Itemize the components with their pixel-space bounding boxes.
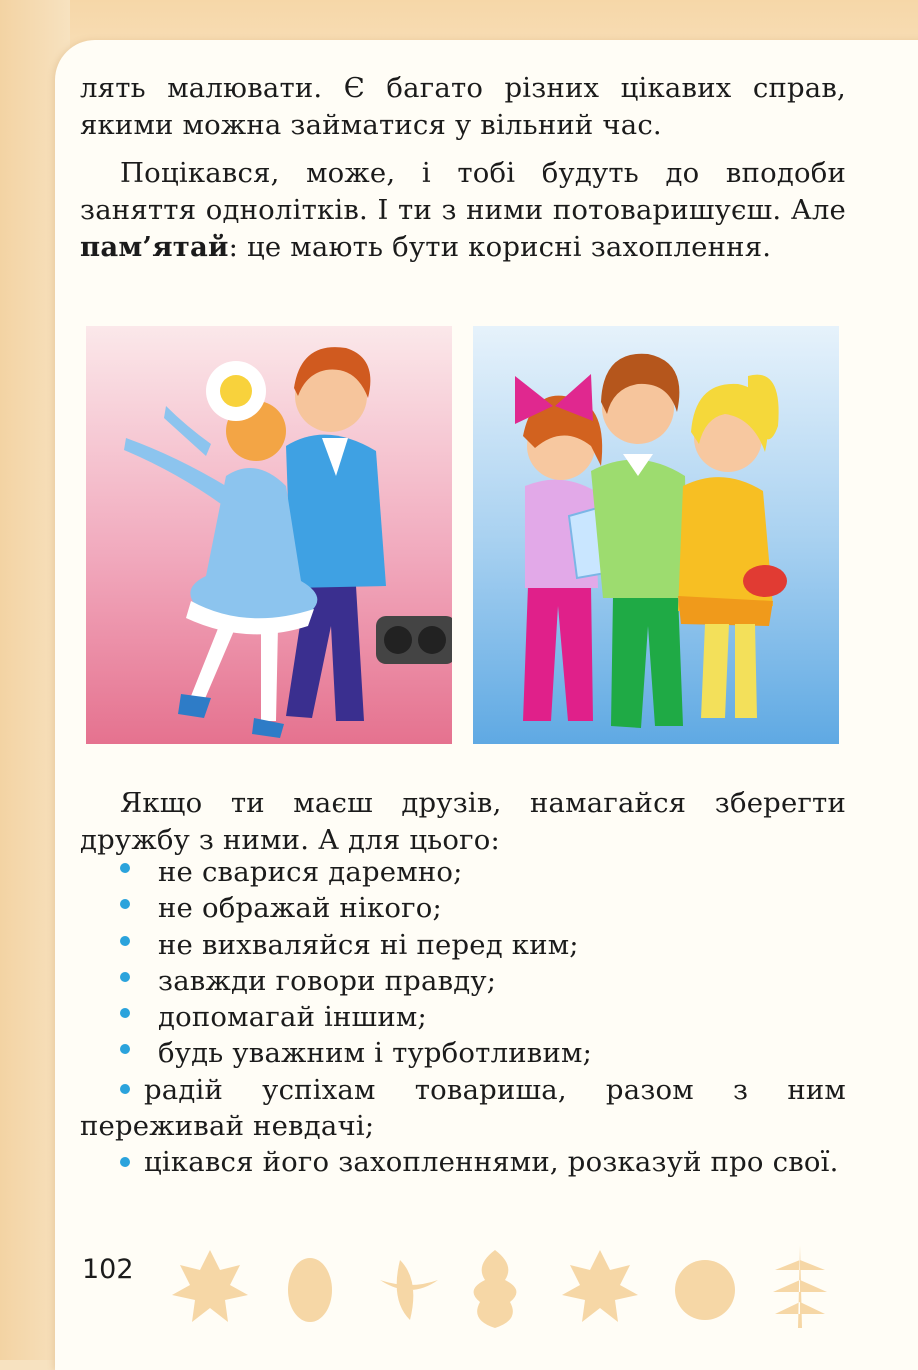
bullet-icon (120, 863, 130, 873)
list-item-text: цікався його захопленнями, розказуй про свої. (144, 1146, 839, 1179)
page-number: 102 (82, 1254, 134, 1285)
list-item (80, 1035, 846, 1071)
list-item (80, 963, 846, 999)
list-item-text: радій успіхам товариша, разом з ним переживай невдачі; (80, 1073, 846, 1143)
list-item-text: не вихваляйся ні перед ким; (158, 928, 579, 961)
bullet-icon (120, 899, 130, 909)
maple-leaf-icon (172, 1250, 248, 1322)
paragraph-2-bold: пам’ятай (80, 231, 229, 263)
linden-leaf-icon (675, 1260, 735, 1320)
dancing-couple-illustration (86, 326, 452, 744)
rowan-leaf-icon (773, 1245, 827, 1328)
list-item (80, 999, 846, 1035)
bullet-icon (120, 972, 130, 982)
leaf-decoration (170, 1240, 830, 1330)
paragraph-2-text-b: : це мають бути корисні захоплення. (228, 231, 772, 263)
list-item-text: завжди говори правду; (158, 964, 497, 997)
list-item (80, 927, 846, 963)
paragraph-1: лять малювати. Є багато різних цікавих справ, якими можна займатися у вільний час. (80, 72, 846, 141)
bullet-icon (120, 1084, 130, 1094)
oak-leaf-icon (474, 1250, 517, 1328)
paragraph-2-text-a: Поцікався, може, і тобі будуть до вподоби заняття однолітків. І ти з ними потоваришуєш. Але (80, 157, 846, 226)
list-item (80, 890, 846, 926)
list-item (80, 854, 846, 890)
chestnut-leaf-icon (380, 1260, 438, 1320)
paragraph-2 (80, 155, 846, 266)
list-item (80, 1144, 846, 1180)
bullet-icon (120, 1008, 130, 1018)
list-item (80, 1072, 846, 1145)
maple-leaf-icon (562, 1250, 638, 1322)
three-children-reading-illustration (473, 326, 839, 744)
bullet-icon (120, 1157, 130, 1167)
paragraph-3: Якщо ти маєш друзів, намагайся зберегти дружбу з ними. А для цього: (80, 787, 846, 856)
bullet-icon (120, 936, 130, 946)
birch-leaf-icon (288, 1258, 332, 1322)
list-item-text: будь уважним і турботливим; (158, 1037, 593, 1070)
bullet-icon (120, 1044, 130, 1054)
advice-list (80, 854, 846, 1181)
list-item-text: допомагай іншим; (158, 1001, 427, 1034)
list-item-text: не сварися даремно; (158, 856, 463, 888)
list-item-text: не ображай нікого; (158, 892, 442, 925)
